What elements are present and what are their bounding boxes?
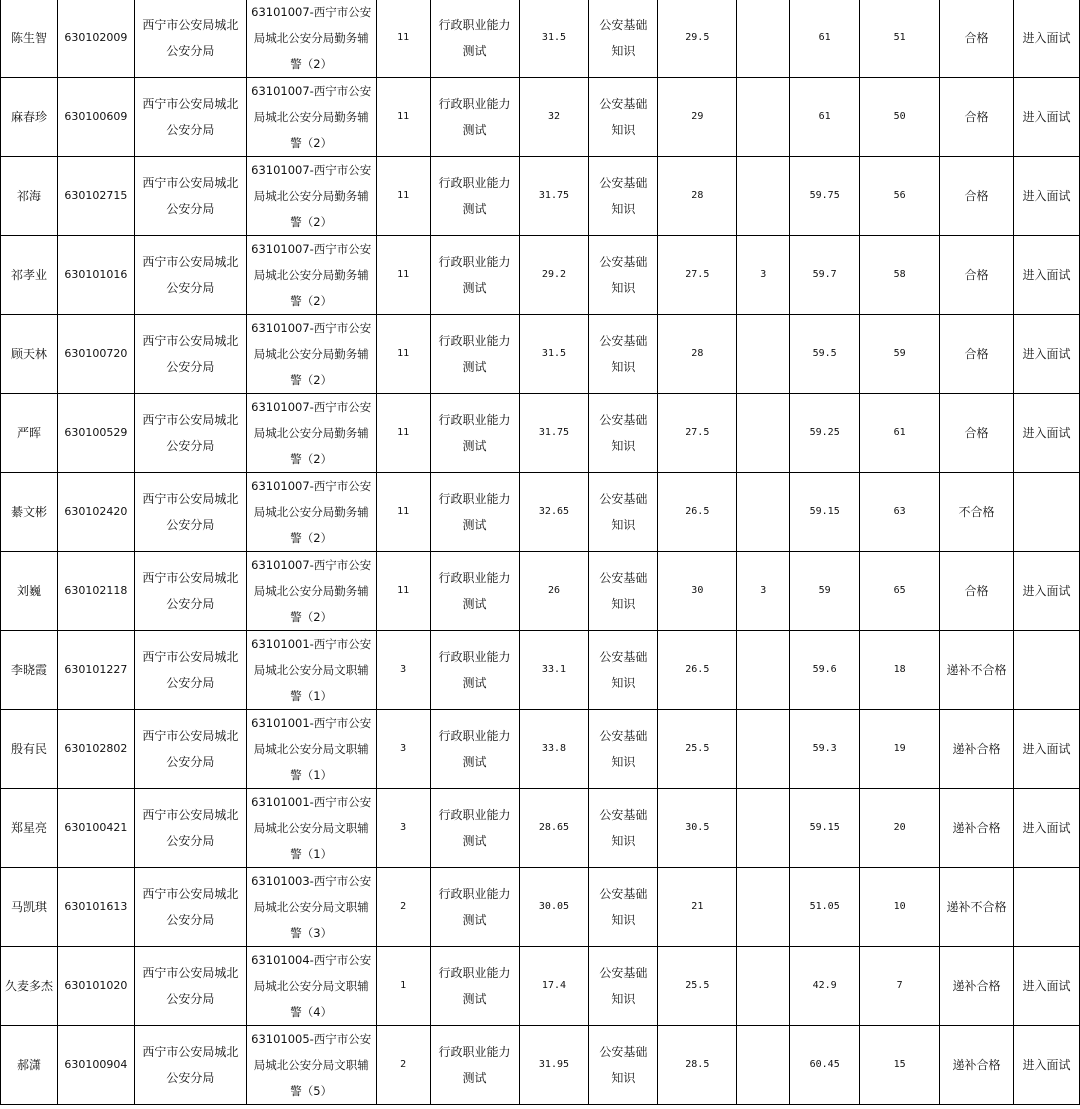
cell-position: 63101007-西宁市公安局城北公安分局勤务辅警（2）	[246, 157, 376, 236]
cell-result: 递补合格	[940, 1026, 1014, 1105]
cell-unit: 西宁市公安局城北公安分局	[134, 315, 246, 394]
cell-exam-id: 630102715	[57, 157, 134, 236]
cell-result: 合格	[940, 157, 1014, 236]
cell-quota: 11	[376, 315, 430, 394]
cell-name: 刘巍	[1, 552, 58, 631]
cell-result: 合格	[940, 552, 1014, 631]
cell-score1: 17.4	[519, 947, 589, 1026]
cell-total: 59.75	[790, 157, 860, 236]
cell-score1: 28.65	[519, 789, 589, 868]
cell-name: 郝潇	[1, 1026, 58, 1105]
cell-bonus	[737, 947, 790, 1026]
cell-rank: 15	[860, 1026, 940, 1105]
cell-rank: 51	[860, 0, 940, 78]
cell-quota: 11	[376, 552, 430, 631]
cell-result: 合格	[940, 394, 1014, 473]
cell-quota: 2	[376, 1026, 430, 1105]
cell-subject2: 公安基础知识	[589, 157, 658, 236]
cell-result: 合格	[940, 0, 1014, 78]
cell-total: 59.6	[790, 631, 860, 710]
cell-exam-id: 630100609	[57, 78, 134, 157]
cell-score2: 27.5	[658, 394, 737, 473]
cell-subject1: 行政职业能力测试	[430, 710, 519, 789]
cell-subject2: 公安基础知识	[589, 710, 658, 789]
cell-subject2: 公安基础知识	[589, 315, 658, 394]
cell-exam-id: 630102420	[57, 473, 134, 552]
cell-subject2: 公安基础知识	[589, 947, 658, 1026]
cell-rank: 61	[860, 394, 940, 473]
cell-subject2: 公安基础知识	[589, 0, 658, 78]
cell-unit: 西宁市公安局城北公安分局	[134, 0, 246, 78]
cell-score2: 21	[658, 868, 737, 947]
cell-score1: 32	[519, 78, 589, 157]
cell-exam-id: 630101020	[57, 947, 134, 1026]
cell-bonus	[737, 157, 790, 236]
cell-quota: 11	[376, 78, 430, 157]
cell-unit: 西宁市公安局城北公安分局	[134, 947, 246, 1026]
cell-unit: 西宁市公安局城北公安分局	[134, 236, 246, 315]
cell-quota: 11	[376, 473, 430, 552]
table-row	[1, 868, 1080, 947]
cell-note: 进入面试	[1013, 315, 1079, 394]
cell-position: 63101007-西宁市公安局城北公安分局勤务辅警（2）	[246, 236, 376, 315]
cell-bonus	[737, 789, 790, 868]
cell-result: 不合格	[940, 473, 1014, 552]
cell-position: 63101001-西宁市公安局城北公安分局文职辅警（1）	[246, 631, 376, 710]
cell-quota: 11	[376, 0, 430, 78]
cell-score2: 29.5	[658, 0, 737, 78]
table-row	[1, 552, 1080, 631]
cell-score2: 28.5	[658, 1026, 737, 1105]
cell-subject2: 公安基础知识	[589, 631, 658, 710]
cell-total: 59.15	[790, 789, 860, 868]
cell-unit: 西宁市公安局城北公安分局	[134, 473, 246, 552]
cell-rank: 19	[860, 710, 940, 789]
cell-exam-id: 630100720	[57, 315, 134, 394]
cell-rank: 59	[860, 315, 940, 394]
cell-rank: 65	[860, 552, 940, 631]
cell-unit: 西宁市公安局城北公安分局	[134, 710, 246, 789]
cell-subject2: 公安基础知识	[589, 1026, 658, 1105]
cell-subject1: 行政职业能力测试	[430, 473, 519, 552]
cell-subject1: 行政职业能力测试	[430, 552, 519, 631]
cell-quota: 1	[376, 947, 430, 1026]
cell-subject1: 行政职业能力测试	[430, 947, 519, 1026]
cell-name: 祁海	[1, 157, 58, 236]
table-row	[1, 473, 1080, 552]
cell-score1: 33.8	[519, 710, 589, 789]
cell-rank: 56	[860, 157, 940, 236]
cell-unit: 西宁市公安局城北公安分局	[134, 394, 246, 473]
cell-quota: 3	[376, 710, 430, 789]
cell-position: 63101005-西宁市公安局城北公安分局文职辅警（5）	[246, 1026, 376, 1105]
cell-subject1: 行政职业能力测试	[430, 78, 519, 157]
cell-total: 59	[790, 552, 860, 631]
cell-quota: 3	[376, 789, 430, 868]
cell-position: 63101001-西宁市公安局城北公安分局文职辅警（1）	[246, 710, 376, 789]
table-row	[1, 394, 1080, 473]
cell-bonus	[737, 868, 790, 947]
cell-bonus: 3	[737, 552, 790, 631]
cell-result: 递补不合格	[940, 631, 1014, 710]
cell-exam-id: 630100904	[57, 1026, 134, 1105]
cell-quota: 2	[376, 868, 430, 947]
cell-score1: 33.1	[519, 631, 589, 710]
table-row	[1, 236, 1080, 315]
cell-name: 马凯琪	[1, 868, 58, 947]
cell-score2: 26.5	[658, 631, 737, 710]
cell-position: 63101007-西宁市公安局城北公安分局勤务辅警（2）	[246, 394, 376, 473]
cell-rank: 20	[860, 789, 940, 868]
cell-bonus	[737, 394, 790, 473]
cell-name: 严晖	[1, 394, 58, 473]
table-row	[1, 157, 1080, 236]
cell-exam-id: 630102009	[57, 0, 134, 78]
cell-subject2: 公安基础知识	[589, 552, 658, 631]
cell-note: 进入面试	[1013, 789, 1079, 868]
cell-position: 63101001-西宁市公安局城北公安分局文职辅警（1）	[246, 789, 376, 868]
cell-score2: 27.5	[658, 236, 737, 315]
table-body	[1, 0, 1080, 1105]
cell-total: 60.45	[790, 1026, 860, 1105]
cell-total: 59.5	[790, 315, 860, 394]
cell-subject2: 公安基础知识	[589, 789, 658, 868]
table-row	[1, 789, 1080, 868]
table-row	[1, 947, 1080, 1026]
cell-note: 进入面试	[1013, 710, 1079, 789]
cell-result: 递补合格	[940, 710, 1014, 789]
cell-subject1: 行政职业能力测试	[430, 157, 519, 236]
cell-score1: 31.75	[519, 394, 589, 473]
cell-note: 进入面试	[1013, 552, 1079, 631]
cell-total: 59.3	[790, 710, 860, 789]
cell-exam-id: 630102802	[57, 710, 134, 789]
cell-result: 合格	[940, 315, 1014, 394]
cell-score1: 31.75	[519, 157, 589, 236]
cell-unit: 西宁市公安局城北公安分局	[134, 631, 246, 710]
cell-result: 递补合格	[940, 789, 1014, 868]
cell-result: 递补合格	[940, 947, 1014, 1026]
cell-total: 61	[790, 78, 860, 157]
cell-score1: 30.05	[519, 868, 589, 947]
cell-unit: 西宁市公安局城北公安分局	[134, 1026, 246, 1105]
cell-score1: 32.65	[519, 473, 589, 552]
cell-note	[1013, 631, 1079, 710]
cell-subject1: 行政职业能力测试	[430, 0, 519, 78]
cell-bonus	[737, 473, 790, 552]
cell-exam-id: 630101227	[57, 631, 134, 710]
cell-name: 綦文彬	[1, 473, 58, 552]
cell-rank: 63	[860, 473, 940, 552]
cell-rank: 58	[860, 236, 940, 315]
cell-name: 陈生智	[1, 0, 58, 78]
cell-note: 进入面试	[1013, 0, 1079, 78]
cell-total: 61	[790, 0, 860, 78]
cell-subject1: 行政职业能力测试	[430, 789, 519, 868]
cell-subject1: 行政职业能力测试	[430, 315, 519, 394]
cell-quota: 11	[376, 236, 430, 315]
cell-result: 递补不合格	[940, 868, 1014, 947]
cell-bonus	[737, 710, 790, 789]
cell-score2: 30.5	[658, 789, 737, 868]
cell-score2: 29	[658, 78, 737, 157]
cell-score1: 26	[519, 552, 589, 631]
table-row	[1, 78, 1080, 157]
cell-note: 进入面试	[1013, 78, 1079, 157]
cell-score2: 28	[658, 157, 737, 236]
table-row	[1, 631, 1080, 710]
cell-position: 63101007-西宁市公安局城北公安分局勤务辅警（2）	[246, 473, 376, 552]
cell-score1: 31.95	[519, 1026, 589, 1105]
cell-subject2: 公安基础知识	[589, 868, 658, 947]
cell-score2: 25.5	[658, 710, 737, 789]
cell-bonus	[737, 78, 790, 157]
cell-subject2: 公安基础知识	[589, 78, 658, 157]
cell-note: 进入面试	[1013, 157, 1079, 236]
cell-score1: 31.5	[519, 315, 589, 394]
cell-position: 63101004-西宁市公安局城北公安分局文职辅警（4）	[246, 947, 376, 1026]
cell-subject1: 行政职业能力测试	[430, 1026, 519, 1105]
cell-subject2: 公安基础知识	[589, 473, 658, 552]
table-row	[1, 0, 1080, 78]
cell-score2: 28	[658, 315, 737, 394]
cell-name: 李晓霞	[1, 631, 58, 710]
cell-subject1: 行政职业能力测试	[430, 394, 519, 473]
cell-score2: 25.5	[658, 947, 737, 1026]
cell-total: 59.15	[790, 473, 860, 552]
cell-unit: 西宁市公安局城北公安分局	[134, 789, 246, 868]
cell-subject2: 公安基础知识	[589, 394, 658, 473]
cell-position: 63101003-西宁市公安局城北公安分局文职辅警（3）	[246, 868, 376, 947]
cell-position: 63101007-西宁市公安局城北公安分局勤务辅警（2）	[246, 552, 376, 631]
cell-subject1: 行政职业能力测试	[430, 631, 519, 710]
cell-name: 殷有民	[1, 710, 58, 789]
cell-name: 麻春珍	[1, 78, 58, 157]
cell-score2: 30	[658, 552, 737, 631]
cell-name: 顾天林	[1, 315, 58, 394]
cell-note: 进入面试	[1013, 947, 1079, 1026]
cell-total: 51.05	[790, 868, 860, 947]
cell-exam-id: 630100421	[57, 789, 134, 868]
cell-total: 42.9	[790, 947, 860, 1026]
table-row	[1, 710, 1080, 789]
cell-quota: 11	[376, 394, 430, 473]
cell-quota: 3	[376, 631, 430, 710]
cell-name: 久麦多杰	[1, 947, 58, 1026]
cell-note: 进入面试	[1013, 1026, 1079, 1105]
cell-position: 63101007-西宁市公安局城北公安分局勤务辅警（2）	[246, 315, 376, 394]
cell-unit: 西宁市公安局城北公安分局	[134, 868, 246, 947]
cell-unit: 西宁市公安局城北公安分局	[134, 157, 246, 236]
cell-total: 59.25	[790, 394, 860, 473]
cell-rank: 18	[860, 631, 940, 710]
table-row	[1, 1026, 1080, 1105]
cell-unit: 西宁市公安局城北公安分局	[134, 552, 246, 631]
cell-result: 合格	[940, 236, 1014, 315]
cell-unit: 西宁市公安局城北公安分局	[134, 78, 246, 157]
cell-bonus	[737, 0, 790, 78]
cell-score2: 26.5	[658, 473, 737, 552]
cell-name: 郑星亮	[1, 789, 58, 868]
cell-result: 合格	[940, 78, 1014, 157]
cell-subject1: 行政职业能力测试	[430, 236, 519, 315]
cell-bonus	[737, 315, 790, 394]
cell-note: 进入面试	[1013, 236, 1079, 315]
cell-exam-id: 630101016	[57, 236, 134, 315]
cell-bonus	[737, 631, 790, 710]
cell-rank: 50	[860, 78, 940, 157]
cell-position: 63101007-西宁市公安局城北公安分局勤务辅警（2）	[246, 0, 376, 78]
cell-score1: 31.5	[519, 0, 589, 78]
cell-note	[1013, 473, 1079, 552]
cell-total: 59.7	[790, 236, 860, 315]
cell-rank: 7	[860, 947, 940, 1026]
cell-quota: 11	[376, 157, 430, 236]
cell-note: 进入面试	[1013, 394, 1079, 473]
cell-subject1: 行政职业能力测试	[430, 868, 519, 947]
cell-bonus	[737, 1026, 790, 1105]
cell-exam-id: 630102118	[57, 552, 134, 631]
cell-exam-id: 630101613	[57, 868, 134, 947]
cell-score1: 29.2	[519, 236, 589, 315]
table-row	[1, 315, 1080, 394]
cell-note	[1013, 868, 1079, 947]
cell-subject2: 公安基础知识	[589, 236, 658, 315]
cell-position: 63101007-西宁市公安局城北公安分局勤务辅警（2）	[246, 78, 376, 157]
cell-bonus: 3	[737, 236, 790, 315]
cell-exam-id: 630100529	[57, 394, 134, 473]
cell-name: 祁孝业	[1, 236, 58, 315]
cell-rank: 10	[860, 868, 940, 947]
